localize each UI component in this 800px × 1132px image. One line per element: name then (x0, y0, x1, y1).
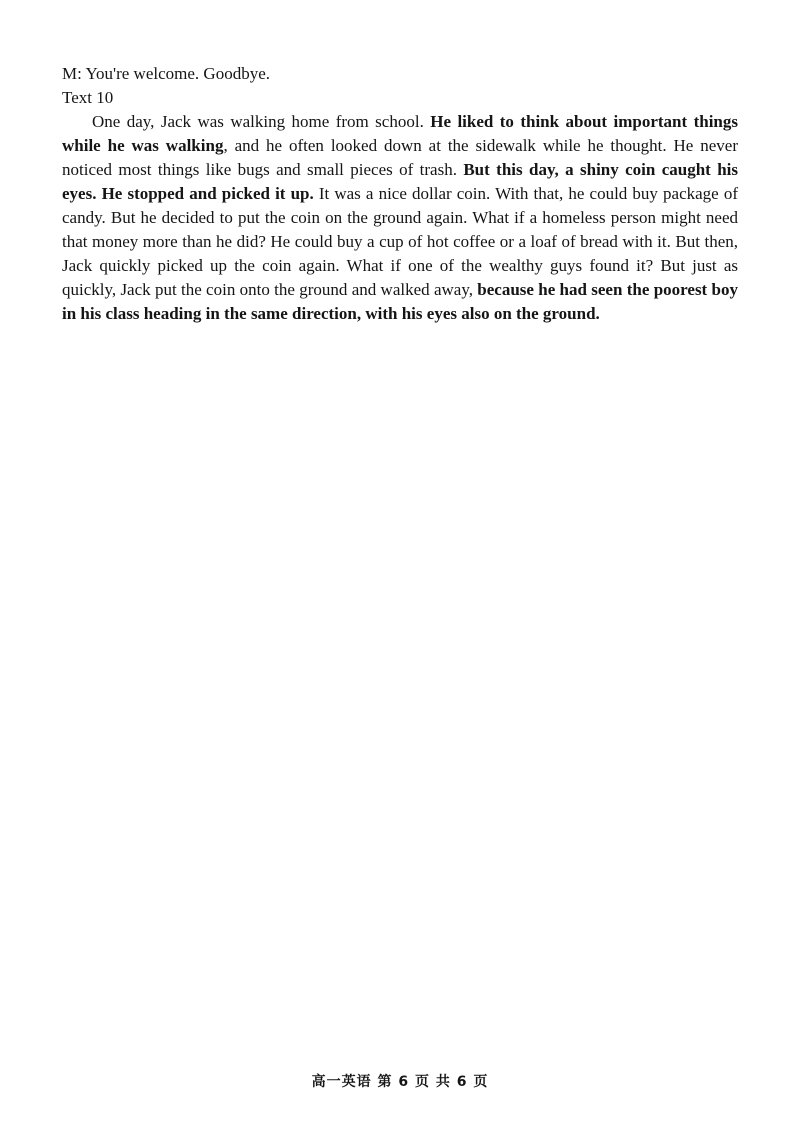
dialogue-closing-line: M: You're welcome. Goodbye. (62, 64, 270, 83)
passage-segment-bold: because he had seen the poorest boy in his class heading in the same direction, with his eyes also on the ground. (62, 280, 738, 323)
section-heading: Text 10 (62, 88, 114, 107)
passage-paragraph (62, 110, 738, 326)
passage-segment: , and he often looked down at the sidewalk while he thought. He never noticed most things like bugs and small pieces of trash. (62, 136, 738, 179)
passage-segment-bold: He liked to think about important things while he was walking (62, 112, 738, 155)
document-body (62, 62, 738, 326)
passage-segment: One day, Jack was walking home from school. (92, 112, 431, 131)
passage-segment: It was a nice dollar coin. With that, he could buy package of candy. But he decided to put the coin on the ground again. What if a homeless person might need that money more than he did? He could buy a cup of hot coffee or a loaf of bread with it. But then, Jack quickly picked up the coin again. What if one of the wealthy guys found it? But just as quickly, Jack put the coin onto the ground and walked away, (62, 184, 738, 299)
page-footer: 高一英语 第 6 页 共 6 页 (311, 1074, 489, 1090)
passage-segment-bold: But this day, a shiny coin caught his eyes. He stopped and picked it up. (62, 160, 739, 203)
